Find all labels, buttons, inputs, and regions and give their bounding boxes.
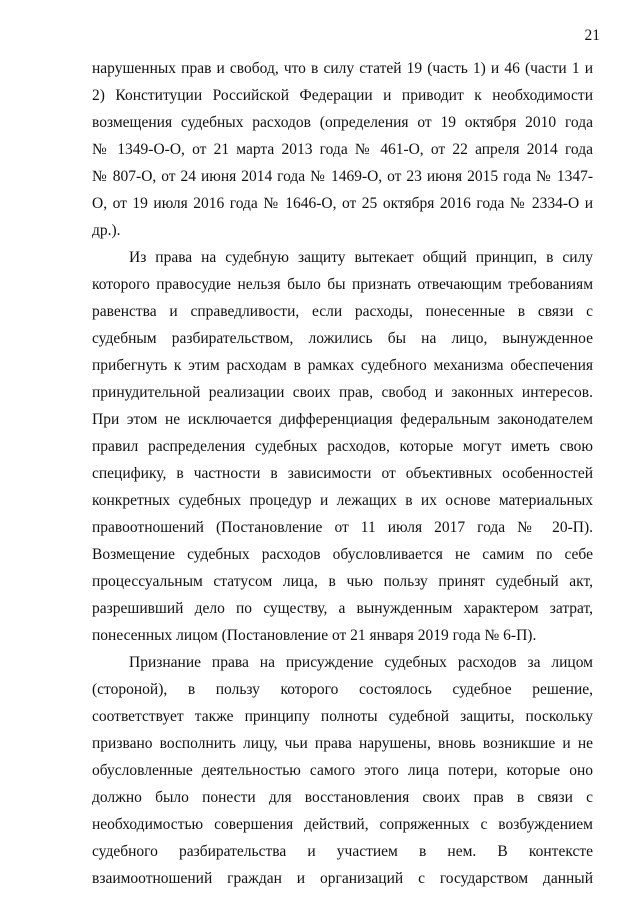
paragraph-first-line: Из права на судебную защиту вытекает общий принцип, в силу [129, 249, 593, 266]
page-number: 21 [584, 27, 600, 44]
text-line: должно было понести для восстановления своих прав в связи с [92, 789, 593, 806]
text-line: конкретных судебных процедур и лежащих в их основе материальных [92, 492, 593, 509]
text-line: № 1349-О-О, от 21 марта 2013 года № 461-О, от 22 апреля 2014 года [92, 141, 593, 158]
text-line: правоотношений (Постановление от 11 июля 2017 года № 20-П). [92, 519, 593, 536]
text-line: прибегнуть к этим расходам в рамках судебного механизма обеспечения [92, 357, 593, 374]
text-line: судебным разбирательством, ложились бы на лицо, вынужденное [92, 330, 593, 347]
text-line: нарушенных прав и свобод, что в силу статей 19 (часть 1) и 46 (части 1 и [92, 60, 593, 77]
text-line: Возмещение судебных расходов обусловливается не самим по себе [92, 546, 593, 563]
text-line: О, от 19 июля 2016 года № 1646-О, от 25 октября 2016 года № 2334-О и [92, 195, 593, 212]
text-line: правил распределения судебных расходов, которые могут иметь свою [92, 438, 593, 455]
text-line: призвано восполнить лицу, чьи права нарушены, вновь возникшие и не [92, 735, 593, 752]
text-line: № 807-О, от 24 июня 2014 года № 1469-О, от 23 июня 2015 года № 1347- [92, 168, 593, 185]
text-line: обусловленные деятельностью самого этого лица потери, которые оно [92, 762, 593, 779]
text-line: специфику, в частности в зависимости от объективных особенностей [92, 465, 593, 482]
text-line: др.). [92, 222, 121, 239]
text-line: возмещения судебных расходов (определения от 19 октября 2010 года [92, 114, 593, 131]
text-line: При этом не исключается дифференциация федеральным законодателем [92, 411, 593, 428]
paragraph-first-line: Признание права на присуждение судебных расходов за лицом [129, 654, 593, 671]
text-line: необходимостью совершения действий, сопряженных с возбуждением [92, 816, 593, 833]
text-line: судебного разбирательства и участием в нем. В контексте [92, 843, 593, 860]
text-line: которого правосудие нельзя было бы признать отвечающим требованиям [92, 276, 593, 293]
text-line: (стороной), в пользу которого состоялось судебное решение, [92, 681, 593, 698]
text-line: понесенных лицом (Постановление от 21 января 2019 года № 6-П). [92, 627, 537, 644]
text-line: взаимоотношений граждан и организаций с государством данный [92, 870, 593, 887]
text-line: принудительной реализации своих прав, свобод и законных интересов. [92, 384, 593, 401]
text-line: соответствует также принципу полноты судебной защиты, поскольку [92, 708, 593, 725]
text-line: 2) Конституции Российской Федерации и приводит к необходимости [92, 87, 593, 104]
text-line: равенства и справедливости, если расходы, понесенные в связи с [92, 303, 593, 320]
text-line: процессуальным статусом лица, в чью пользу принят судебный акт, [92, 573, 593, 590]
text-line: разрешивший дело по существу, а вынужденным характером затрат, [92, 600, 593, 617]
